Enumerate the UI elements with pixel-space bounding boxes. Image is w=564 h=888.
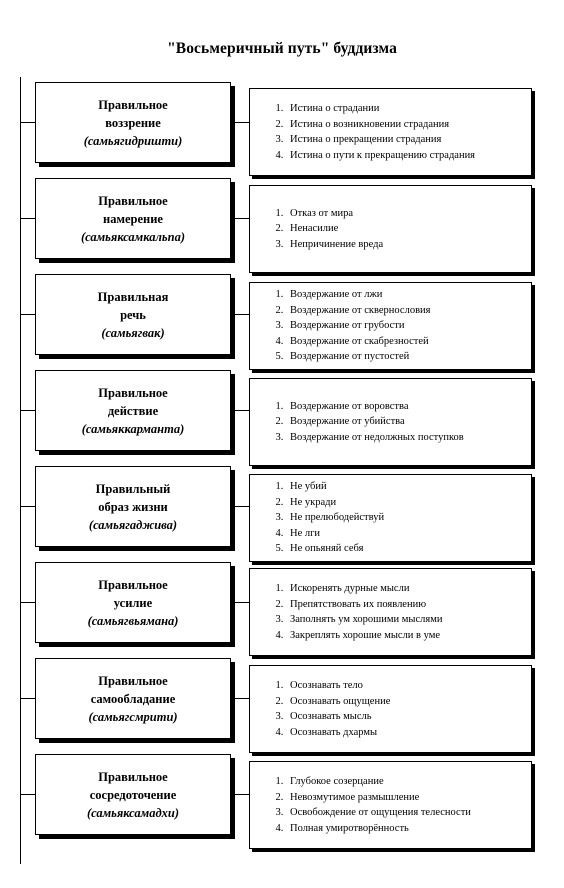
stage-name-line: Правильное — [98, 193, 168, 208]
connector-link — [235, 314, 249, 315]
list-item: 3. Непричинение вреда — [286, 237, 383, 253]
list-item: 1. Истина о страдании — [286, 101, 475, 117]
stage-name-line: Правильное — [98, 769, 168, 784]
list-item: 2. Истина о возникновении страдания — [286, 117, 475, 133]
connector-link — [235, 602, 249, 603]
stage-name-line: воззрение — [105, 115, 161, 130]
stage-box — [35, 82, 231, 163]
connector-tick — [20, 410, 35, 411]
list-item: 1. Глубокое созерцание — [286, 774, 471, 790]
stage-items-box — [249, 378, 532, 466]
stage-name-line: Правильная — [97, 289, 169, 304]
stage-name-line: образ жизни — [98, 499, 168, 514]
list-item: 2. Осознавать ощущение — [286, 694, 390, 710]
stage-items-list — [250, 774, 471, 836]
stage-box — [35, 658, 231, 739]
list-item: 3. Осознавать мысль — [286, 709, 390, 725]
list-item: 4. Истина о пути к прекращению страдания — [286, 148, 475, 164]
list-item: 4. Закреплять хорошие мысли в уме — [286, 628, 442, 644]
stage-items-list — [250, 479, 384, 557]
stage-box — [35, 370, 231, 451]
list-item: 5. Не опьяняй себя — [286, 541, 384, 557]
stage-items-list — [250, 206, 383, 253]
connector-link — [235, 410, 249, 411]
stage-name-line: самообладание — [90, 691, 176, 706]
connector-tick — [20, 698, 35, 699]
list-item: 1. Искоренять дурные мысли — [286, 581, 442, 597]
stage-sanskrit-name: (самьягаджива) — [88, 517, 178, 532]
stage-items-list — [250, 101, 475, 163]
stage-name-line: Правильное — [98, 673, 168, 688]
stage-name-line: Правильное — [98, 97, 168, 112]
list-item: 4. Воздержание от скабрезностей — [286, 334, 430, 350]
stage-name-line: Правильное — [98, 577, 168, 592]
connector-tick — [20, 602, 35, 603]
stage-items-box — [249, 88, 532, 176]
connector-link — [235, 122, 249, 123]
connector-link — [235, 218, 249, 219]
list-item: 1. Воздержание от лжи — [286, 287, 430, 303]
list-item: 2. Воздержание от сквернословия — [286, 303, 430, 319]
list-item: 2. Воздержание от убийства — [286, 414, 464, 430]
connector-spine — [20, 77, 21, 864]
stage-name-line: речь — [120, 307, 146, 322]
connector-tick — [20, 122, 35, 123]
list-item: 4. Полная умиротворённость — [286, 821, 471, 837]
stage-items-box — [249, 185, 532, 273]
stage-name-line: сосредоточение — [89, 787, 177, 802]
stage-sanskrit-name: (самьягвак) — [101, 325, 165, 340]
stage-box — [35, 466, 231, 547]
stage-sanskrit-name: (самьяккарманта) — [81, 421, 185, 436]
list-item: 1. Воздержание от воровства — [286, 399, 464, 415]
list-item: 3. Воздержание от недолжных поступков — [286, 430, 464, 446]
diagram-title: "Восьмеричный путь" буддизма — [167, 40, 397, 57]
stage-box — [35, 274, 231, 355]
list-item: 3. Освобождение от ощущения телесности — [286, 805, 471, 821]
stage-name-line: усилие — [113, 595, 153, 610]
stage-name-line: действие — [107, 403, 159, 418]
list-item: 3. Истина о прекращении страдания — [286, 132, 475, 148]
stage-sanskrit-name: (самьягсмрити) — [88, 709, 178, 724]
list-item: 3. Заполнять ум хорошими мыслями — [286, 612, 442, 628]
stage-sanskrit-name: (самьягвьямана) — [87, 613, 179, 628]
stage-items-list — [250, 581, 442, 643]
list-item: 1. Не убий — [286, 479, 384, 495]
stage-box — [35, 754, 231, 835]
connector-link — [235, 698, 249, 699]
list-item: 3. Не прелюбодействуй — [286, 510, 384, 526]
stage-name-line: Правильное — [98, 385, 168, 400]
list-item: 5. Воздержание от пустостей — [286, 349, 430, 365]
list-item: 4. Осознавать дхармы — [286, 725, 390, 741]
stage-name-line: намерение — [103, 211, 163, 226]
list-item: 2. Ненасилие — [286, 221, 383, 237]
stage-items-list — [250, 287, 430, 365]
stage-items-list — [250, 678, 390, 740]
connector-tick — [20, 506, 35, 507]
connector-link — [235, 506, 249, 507]
connector-tick — [20, 794, 35, 795]
list-item: 1. Осознавать тело — [286, 678, 390, 694]
list-item: 2. Невозмутимое размышление — [286, 790, 471, 806]
stage-box — [35, 562, 231, 643]
stage-items-box — [249, 568, 532, 656]
list-item: 2. Не укради — [286, 495, 384, 511]
stage-items-list — [250, 399, 464, 446]
stage-sanskrit-name: (самьягидришти) — [83, 133, 183, 148]
list-item: 1. Отказ от мира — [286, 206, 383, 222]
list-item: 4. Не лги — [286, 526, 384, 542]
stage-items-box — [249, 282, 532, 370]
stage-items-box — [249, 761, 532, 849]
connector-tick — [20, 218, 35, 219]
list-item: 2. Препятствовать их появлению — [286, 597, 442, 613]
stage-sanskrit-name: (самьяксамадхи) — [86, 805, 180, 820]
stage-items-box — [249, 474, 532, 562]
stage-box — [35, 178, 231, 259]
stage-items-box — [249, 665, 532, 753]
list-item: 3. Воздержание от грубости — [286, 318, 430, 334]
stage-sanskrit-name: (самьяксамкальпа) — [80, 229, 186, 244]
connector-tick — [20, 314, 35, 315]
stage-name-line: Правильный — [95, 481, 171, 496]
connector-link — [235, 794, 249, 795]
